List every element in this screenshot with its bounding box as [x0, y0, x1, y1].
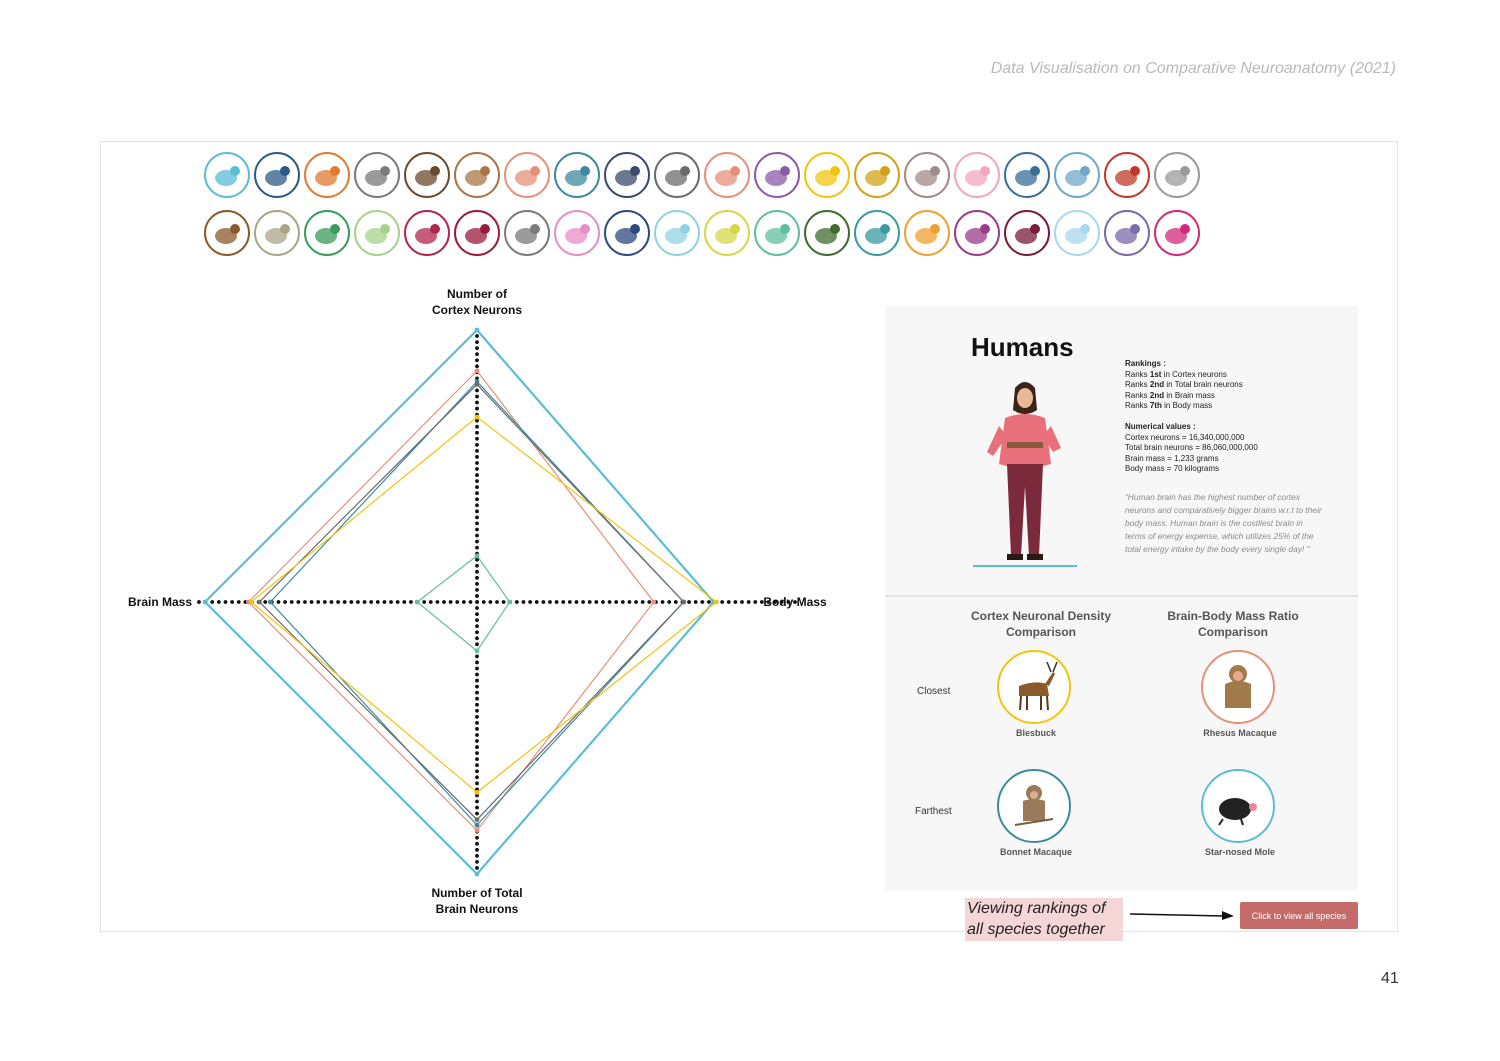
rat-icon: [560, 216, 594, 250]
axis-dot: [475, 522, 479, 526]
axis-dot: [475, 721, 479, 725]
axis-dot: [475, 443, 479, 447]
farthest-label: Farthest: [915, 806, 952, 817]
axis-dot: [694, 600, 698, 604]
axis-dot: [475, 515, 479, 519]
axis-dot: [475, 407, 479, 411]
axis-dot: [561, 600, 565, 604]
closest-label: Closest: [917, 686, 951, 697]
radar-point: [475, 415, 480, 420]
closest-density-species[interactable]: [997, 650, 1071, 724]
axis-dot: [210, 600, 214, 604]
document-header: Data Visualisation on Comparative Neuroanatomy (2021): [990, 60, 1396, 77]
farthest-density-name: Bonnet Macaque: [999, 847, 1072, 857]
axis-dot: [621, 600, 625, 604]
axis-dot: [475, 812, 479, 816]
axis-dot: [475, 703, 479, 707]
axis-dot: [475, 661, 479, 665]
axis-dot: [363, 600, 367, 604]
species-thumb-squirrel[interactable]: [304, 210, 350, 256]
species-thumb-mole[interactable]: [854, 210, 900, 256]
bonnet-macaque-icon: [560, 158, 594, 192]
axis-dot: [475, 509, 479, 513]
mongoose-icon: [1060, 158, 1094, 192]
radar-point: [415, 600, 420, 605]
star-nosed-mole-icon: [1211, 779, 1265, 833]
axis-dot: [475, 431, 479, 435]
axis-dot: [475, 733, 479, 737]
axis-dot: [482, 600, 486, 604]
axis-dot: [488, 600, 492, 604]
elephant-icon: [360, 158, 394, 192]
numerical-line: Cortex neurons = 16,340,000,000: [1125, 432, 1245, 442]
blesbuck-icon: [1007, 660, 1061, 714]
species-thumb-elephant[interactable]: [354, 152, 400, 198]
axis-dot: [475, 655, 479, 659]
axis-dot: [667, 600, 671, 604]
species-thumb-pygmy-shrew[interactable]: [1054, 210, 1100, 256]
axis-dot: [475, 491, 479, 495]
rabbit-icon: [360, 216, 394, 250]
axis-dot: [330, 600, 334, 604]
gerbil-icon: [710, 216, 744, 250]
axis-dot: [548, 600, 552, 604]
species-thumb-marmot[interactable]: [754, 210, 800, 256]
radar-series-4: [251, 417, 716, 792]
annotation-note: Viewing rankings of all species together: [965, 898, 1123, 941]
numerical-line: Total brain neurons = 86,060,000,000: [1125, 443, 1258, 453]
species-quote: “Human brain has the highest number of cortex neurons and comparatively bigger brains w.r.t to their body mass. Human brain is the costliest brain in terms of energy expense, which utilizes 25% of the total energy intake by the body every single day! ”: [1125, 492, 1322, 554]
species-thumb-giraffe[interactable]: [454, 152, 500, 198]
mole-rat-icon: [610, 216, 644, 250]
species-thumb-rabbit[interactable]: [354, 210, 400, 256]
species-thumb-gerbil[interactable]: [704, 210, 750, 256]
radar-point: [651, 600, 656, 605]
axis-dot: [442, 600, 446, 604]
axis-dot: [396, 600, 400, 604]
naked-mole-rat-icon: [1160, 216, 1194, 250]
axis-dot: [628, 600, 632, 604]
axis-dot: [475, 467, 479, 471]
axis-dot: [614, 600, 618, 604]
orangutan-icon: [310, 158, 344, 192]
panel-divider: [885, 595, 1358, 597]
species-thumb-antelope[interactable]: [754, 152, 800, 198]
axis-dot: [290, 600, 294, 604]
species-thumb-rat[interactable]: [554, 210, 600, 256]
axis-dot: [475, 709, 479, 713]
numerical-line: Brain mass = 1,233 grams: [1125, 453, 1219, 463]
axis-dot: [581, 600, 585, 604]
axis-dot: [475, 346, 479, 350]
axis-dot: [641, 600, 645, 604]
axis-dot: [277, 600, 281, 604]
species-thumb-gorilla[interactable]: [254, 152, 300, 198]
axis-dot: [555, 600, 559, 604]
axis-dot: [475, 576, 479, 580]
axis-dot: [475, 455, 479, 459]
pig-icon: [960, 158, 994, 192]
axis-dot: [608, 600, 612, 604]
axis-dot: [475, 673, 479, 677]
axis-dot: [475, 425, 479, 429]
axis-dot: [475, 395, 479, 399]
axis-dot: [389, 600, 393, 604]
axis-dot: [283, 600, 287, 604]
axis-dot: [594, 600, 598, 604]
axis-dot: [462, 600, 466, 604]
vole-icon: [1010, 216, 1044, 250]
axis-dot: [296, 600, 300, 604]
axis-dot: [734, 600, 738, 604]
axis-dot: [475, 691, 479, 695]
species-title: Humans: [971, 332, 1074, 362]
axis-dot: [230, 600, 234, 604]
species-thumb-shrew[interactable]: [954, 210, 1000, 256]
axis-dot: [475, 606, 479, 610]
axis-dot: [753, 600, 757, 604]
axis-dot: [475, 642, 479, 646]
axis-dot: [522, 600, 526, 604]
species-thumb-galago[interactable]: [1104, 152, 1150, 198]
guinea-pig-icon: [460, 216, 494, 250]
ranking-line: Ranks 1st in Cortex neurons: [1125, 369, 1227, 379]
axis-dot: [475, 564, 479, 568]
bonnet-macaque-icon: [1007, 779, 1061, 833]
axis-dot: [475, 582, 479, 586]
axis-dot: [475, 781, 479, 785]
rankings-heading: Rankings :: [1125, 359, 1166, 368]
axis-label-bottom: Number of Total Brain Neurons: [431, 886, 523, 916]
axis-dot: [343, 600, 347, 604]
axis-dot: [541, 600, 545, 604]
axis-dot: [475, 775, 479, 779]
axis-dot: [449, 600, 453, 604]
species-thumb-hamster[interactable]: [804, 210, 850, 256]
lemur-icon: [610, 158, 644, 192]
species-thumb-weasel[interactable]: [654, 210, 700, 256]
agouti-icon: [210, 216, 244, 250]
axis-dot: [475, 624, 479, 628]
axis-dot: [475, 800, 479, 804]
axis-dot: [475, 449, 479, 453]
radar-point: [475, 828, 480, 833]
axis-dot: [674, 600, 678, 604]
species-thumb-agouti[interactable]: [204, 210, 250, 256]
squirrel-icon: [310, 216, 344, 250]
ranking-line: Ranks 2nd in Brain mass: [1125, 390, 1215, 400]
species-row-bottom: [204, 210, 1200, 256]
axis-dot: [376, 600, 380, 604]
radar-point: [475, 817, 480, 822]
radar-point: [475, 649, 480, 654]
axis-dot: [475, 630, 479, 634]
antelope-icon: [760, 158, 794, 192]
axis-dot: [475, 594, 479, 598]
axis-dot: [237, 600, 241, 604]
axis-dot: [475, 528, 479, 532]
species-thumb-capuchin[interactable]: [654, 152, 700, 198]
axis-dot: [475, 848, 479, 852]
density-comparison-heading: Cortex Neuronal Density Comparison: [970, 609, 1112, 639]
galago-icon: [1110, 158, 1144, 192]
page-number: 41: [1381, 970, 1399, 987]
axis-dot: [475, 842, 479, 846]
radar-point: [249, 600, 254, 605]
axis-dot: [263, 600, 267, 604]
axis-dot: [475, 401, 479, 405]
axis-dot: [310, 600, 314, 604]
axis-dot: [720, 600, 724, 604]
species-thumb-capybara[interactable]: [1004, 152, 1050, 198]
axis-dot: [475, 461, 479, 465]
species-thumb-dog[interactable]: [404, 210, 450, 256]
gorilla-icon: [260, 158, 294, 192]
chimpanzee-icon: [410, 158, 444, 192]
axis-dot: [475, 751, 479, 755]
springbok-icon: [910, 158, 944, 192]
axis-dot: [475, 437, 479, 441]
axis-dot: [747, 600, 751, 604]
axis-label-left: Brain Mass: [127, 595, 193, 609]
species-thumb-mouse[interactable]: [904, 210, 950, 256]
axis-dot: [475, 836, 479, 840]
species-thumb-badger[interactable]: [1154, 152, 1200, 198]
axis-dot: [323, 600, 327, 604]
rhesus-macaque-icon: [510, 158, 544, 192]
axis-dot: [475, 473, 479, 477]
species-thumb-rhesus-macaque[interactable]: [504, 152, 550, 198]
axis-dot: [303, 600, 307, 604]
species-thumb-pig[interactable]: [954, 152, 1000, 198]
star-nosed-mole-icon: [1110, 216, 1144, 250]
farthest-density-species[interactable]: [997, 769, 1071, 843]
pygmy-shrew-icon: [1060, 216, 1094, 250]
axis-dot: [475, 866, 479, 870]
radar-point: [475, 328, 480, 333]
capybara-icon: [1010, 158, 1044, 192]
axis-dot: [475, 358, 479, 362]
numerical-heading: Numerical values :: [1125, 421, 1196, 431]
axis-dot: [224, 600, 228, 604]
species-thumb-springbok[interactable]: [904, 152, 950, 198]
axis-dot: [475, 570, 479, 574]
giraffe-icon: [460, 158, 494, 192]
axis-dot: [475, 546, 479, 550]
radar-point: [475, 872, 480, 877]
axis-dot: [535, 600, 539, 604]
axis-dot: [356, 600, 360, 604]
axis-dot: [475, 340, 479, 344]
axis-dot: [740, 600, 744, 604]
axis-dot: [475, 679, 479, 683]
human-icon: [210, 158, 244, 192]
axis-dot: [475, 697, 479, 701]
axis-dot: [475, 497, 479, 501]
axis-dot: [502, 600, 506, 604]
axis-dot: [475, 352, 479, 356]
axis-dot: [647, 600, 651, 604]
farthest-ratio-name: Star-nosed Mole: [1204, 847, 1275, 857]
marmot-icon: [760, 216, 794, 250]
rhesus-macaque-icon: [1211, 660, 1265, 714]
baboon-icon: [710, 158, 744, 192]
axis-dot: [475, 769, 479, 773]
axis-dot: [475, 860, 479, 864]
human-illustration: [957, 376, 1093, 568]
arrow-icon: [1130, 907, 1236, 923]
axis-dot: [475, 618, 479, 622]
axis-dot: [475, 600, 479, 604]
ranking-line: Ranks 7th in Body mass: [1125, 401, 1213, 411]
axis-dot: [475, 727, 479, 731]
axis-dot: [475, 715, 479, 719]
axis-dot: [475, 540, 479, 544]
species-thumb-monkey[interactable]: [854, 152, 900, 198]
axis-dot: [475, 479, 479, 483]
axis-dot: [634, 600, 638, 604]
axis-dot: [336, 600, 340, 604]
radar-point: [714, 600, 719, 605]
farthest-ratio-species[interactable]: [1201, 769, 1275, 843]
axis-dot: [475, 612, 479, 616]
axis-dot: [707, 600, 711, 604]
axis-dot: [409, 600, 413, 604]
axis-dot: [475, 389, 479, 393]
view-all-species-button[interactable]: Click to view all species: [1240, 902, 1358, 929]
axis-dot: [475, 685, 479, 689]
blesbuck-icon: [810, 158, 844, 192]
axis-dot: [475, 534, 479, 538]
axis-dot: [475, 588, 479, 592]
axis-dot: [515, 600, 519, 604]
axis-dot: [475, 334, 479, 338]
radar-point: [475, 553, 480, 558]
species-thumb-mongoose[interactable]: [1054, 152, 1100, 198]
axis-dot: [495, 600, 499, 604]
axis-dot: [588, 600, 592, 604]
closest-ratio-species[interactable]: [1201, 650, 1275, 724]
axis-dot: [528, 600, 532, 604]
species-thumb-naked-mole-rat[interactable]: [1154, 210, 1200, 256]
radar-point: [681, 600, 686, 605]
axis-dot: [475, 757, 479, 761]
species-thumb-bonnet-macaque[interactable]: [554, 152, 600, 198]
hedgehog-icon: [260, 216, 294, 250]
species-thumb-human[interactable]: [204, 152, 250, 198]
species-thumb-chimpanzee[interactable]: [404, 152, 450, 198]
axis-dot: [475, 739, 479, 743]
radar-point: [475, 790, 480, 795]
axis-dot: [475, 745, 479, 749]
axis-dot: [475, 503, 479, 507]
shrew-icon: [960, 216, 994, 250]
mole-icon: [860, 216, 894, 250]
axis-dot: [661, 600, 665, 604]
numerical-line: Body mass = 70 kilograms: [1125, 464, 1220, 474]
weasel-icon: [660, 216, 694, 250]
axis-dot: [369, 600, 373, 604]
species-thumb-hedgehog[interactable]: [254, 210, 300, 256]
radar-point: [268, 600, 273, 605]
axis-dot: [475, 667, 479, 671]
radar-chart: [100, 270, 860, 930]
radar-point: [475, 382, 480, 387]
axis-label-right: Body Mass: [763, 595, 827, 609]
tree-shrew-icon: [510, 216, 544, 250]
closest-density-name: Blesbuck: [1015, 728, 1057, 738]
axis-dot: [475, 636, 479, 640]
axis-dot: [383, 600, 387, 604]
species-thumb-lemur[interactable]: [604, 152, 650, 198]
species-thumb-baboon[interactable]: [704, 152, 750, 198]
mouse-icon: [910, 216, 944, 250]
species-thumb-mole-rat[interactable]: [604, 210, 650, 256]
axis-dot: [727, 600, 731, 604]
axis-dot: [455, 600, 459, 604]
axis-dot: [402, 600, 406, 604]
rankings-block: [1125, 359, 1325, 475]
axis-dot: [316, 600, 320, 604]
ranking-line: Ranks 2nd in Total brain neurons: [1125, 380, 1243, 390]
capuchin-icon: [660, 158, 694, 192]
species-thumb-vole[interactable]: [1004, 210, 1050, 256]
axis-dot: [575, 600, 579, 604]
badger-icon: [1160, 158, 1194, 192]
axis-dot: [422, 600, 426, 604]
radar-point: [257, 600, 262, 605]
dog-icon: [410, 216, 444, 250]
monkey-icon: [860, 158, 894, 192]
radar-point: [475, 823, 480, 828]
hamster-icon: [810, 216, 844, 250]
species-thumb-star-nosed-mole[interactable]: [1104, 210, 1150, 256]
species-thumb-tree-shrew[interactable]: [504, 210, 550, 256]
species-row-top: [204, 152, 1200, 198]
axis-dot: [475, 854, 479, 858]
axis-dot: [700, 600, 704, 604]
axis-dot: [429, 600, 433, 604]
axis-dot: [475, 485, 479, 489]
radar-point: [475, 368, 480, 373]
closest-ratio-name: Rhesus Macaque: [1203, 728, 1277, 738]
axis-dot: [475, 763, 479, 767]
species-thumb-guinea-pig[interactable]: [454, 210, 500, 256]
axis-dot: [469, 600, 473, 604]
radar-point: [507, 600, 512, 605]
species-thumb-orangutan[interactable]: [304, 152, 350, 198]
axis-dot: [217, 600, 221, 604]
axis-dot: [475, 806, 479, 810]
ratio-comparison-heading: Brain-Body Mass Ratio Comparison: [1167, 609, 1299, 639]
axis-label-top: Number of Cortex Neurons: [431, 287, 523, 317]
axis-dot: [601, 600, 605, 604]
axis-dot: [349, 600, 353, 604]
species-thumb-blesbuck[interactable]: [804, 152, 850, 198]
axis-dot: [436, 600, 440, 604]
species-info-panel: [885, 306, 1358, 891]
axis-dot: [475, 364, 479, 368]
axis-dot: [687, 600, 691, 604]
axis-dot: [568, 600, 572, 604]
